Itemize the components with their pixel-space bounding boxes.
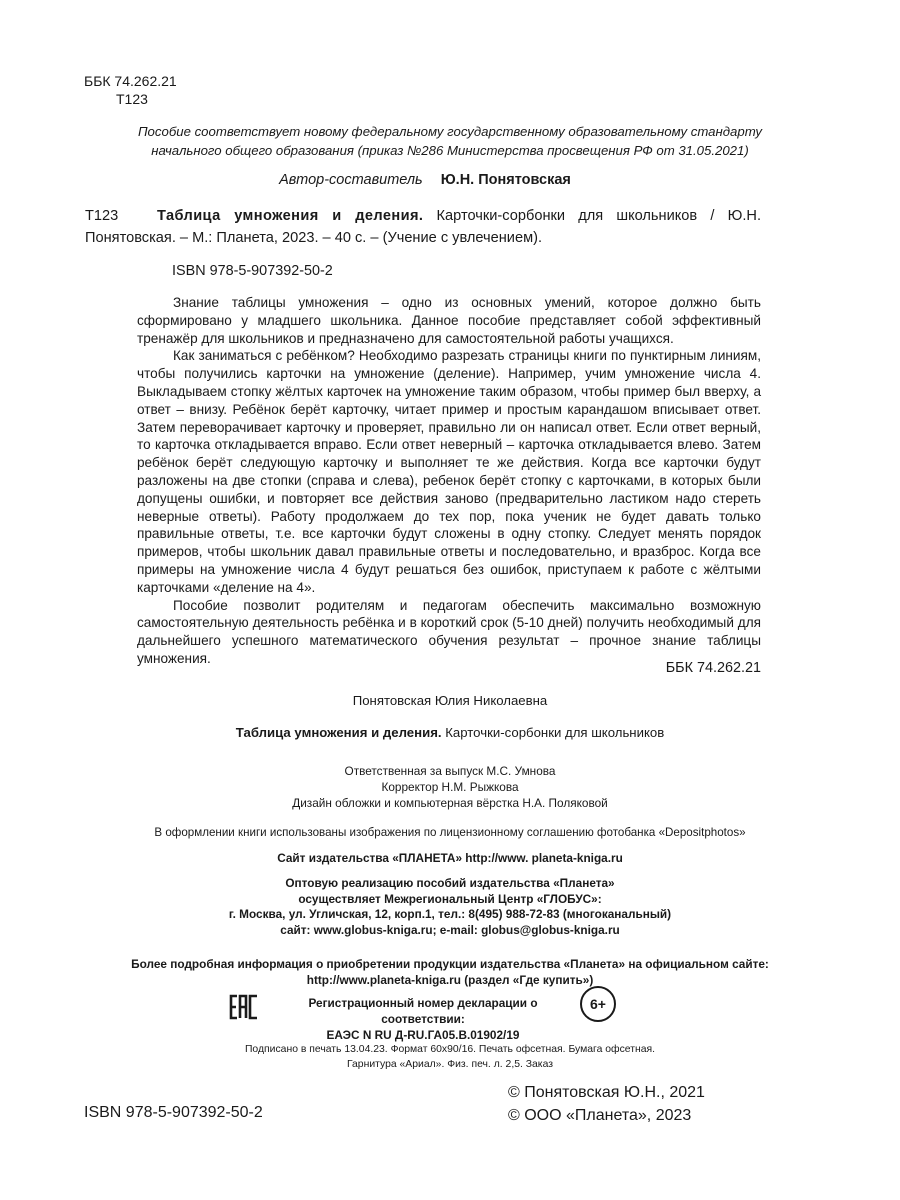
- book-title-bold: Таблица умножения и деления.: [235, 725, 442, 740]
- book-title: Таблица умножения и деления.: [157, 208, 424, 224]
- print-info-line: Подписано в печать 13.04.23. Формат 60х90/16. Печать офсетная. Бумага офсетная.: [244, 1044, 656, 1055]
- publisher-site: Сайт издательства «ПЛАНЕТА» http://www. planeta-kniga.ru: [277, 851, 623, 865]
- age-rating-badge: 6+: [580, 986, 616, 1022]
- staff-line: Корректор Н.М. Рыжкова: [381, 780, 519, 794]
- author-mark-code: Т123: [85, 208, 119, 224]
- print-info-line: Гарнитура «Ариал». Физ. печ. л. 2,5. Заказ: [346, 1059, 554, 1070]
- copyright-block: [508, 1081, 705, 1127]
- book-subtitle: Карточки-сорбонки для школьников: [445, 725, 665, 740]
- bbk-code: ББК 74.262.21: [84, 73, 177, 89]
- purchase-info: [0, 956, 900, 988]
- eac-mark-icon: [229, 994, 259, 1020]
- abstract-paragraph: Пособие позволит родителям и педагогам обеспечить максимально возможную самостоятельную деятельность ребёнка и в короткий срок (5-10 дней) получить необходимый для дальнейшего успешного математического обучения результат – прочное знание таблицы умножения.: [137, 597, 761, 666]
- staff-line: Ответственная за выпуск М.С. Умнова: [344, 764, 556, 778]
- copyright-line: © ООО «Планета», 2023: [508, 1107, 692, 1124]
- abstract-paragraph: Знание таблицы умножения – одно из основных умений, которое должно быть сформировано у младшего школьника. Данное пособие представляет собой эффективный тренажёр для школьников и предназначено для самостоятельной работы учащихся.: [137, 295, 761, 346]
- compiler-name: Ю.Н. Понятовская: [440, 172, 571, 188]
- bibliographic-details: Карточки-сорбонки для школьников / Ю.Н. Понятовская. – М.: Планета, 2023. – 40 с. – (Учение с увлечением).: [85, 208, 761, 246]
- bbk-code-right: ББК 74.262.21: [665, 660, 761, 676]
- author-mark: Т123: [116, 91, 148, 107]
- depositphotos-note: В оформлении книги использованы изображения по лицензионному соглашению фотобанка «Depositphotos»: [154, 826, 746, 839]
- print-info: [0, 1042, 900, 1072]
- bibliographic-record: [85, 205, 761, 249]
- fgos-note: [60, 122, 840, 160]
- registration-declaration: [270, 995, 576, 1043]
- distributor-line: сайт: www.globus-kniga.ru; e-mail: globus@globus-kniga.ru: [280, 922, 620, 937]
- abstract: [137, 294, 761, 668]
- compiler-line: [0, 172, 850, 188]
- distributor-info: [0, 876, 900, 938]
- fgos-note-line: Пособие соответствует новому федеральному государственному образовательному стандарту: [138, 124, 762, 139]
- fgos-note-line: начального общего образования (приказ №286 Министерства просвещения РФ от 31.05.2021): [151, 143, 749, 158]
- purchase-info-line: Более подробная информация о приобретении продукции издательства «Планета» на официальном сайте:: [131, 957, 769, 971]
- distributor-line: Оптовую реализацию пособий издательства «Планета»: [285, 876, 615, 890]
- abstract-paragraph: Как заниматься с ребёнком? Необходимо разрезать страницы книги по пунктирным линиям, чтобы получились карточки на умножение (деление). Например, учим умножение числа 4. Выкладываем стопку жёлтых карточек на умножение таким образом, чтобы пример был вверху, а ответ – внизу. Ребёнок берёт карточку, читает пример и простым карандашом вписывает ответ. Затем переворачивает карточку и проверяет, правильно ли он написал ответ. Если ответ верный, то карточка откладывается вправо. Если ответ неверный – карточка откладывается влево. Затем ребёнок берёт следующую карточку и выполняет те же действия. Когда все карточки будут разложены на две стопки (справа и слева), ребенок берёт стопку с карточками, в которых были допущены ошибки, и повторяет все действия заново (предварительно ластиком надо стереть неверные ответы). Работу продолжаем до тех пор, пока ученик не будет давать только правильные ответы, т.е. все карточки будут сложены в одну стопку. Следует менять порядок примеров, чтобы школьник давал правильные ответы и последовательно, и вразброс. Когда все примеры на умножение числа 4 будут решаться без ошибок, приступаем к работе с жёлтыми карточками «деление на 4».: [137, 348, 761, 595]
- bbk-header: [84, 72, 177, 108]
- staff-list: [0, 763, 900, 811]
- copyright-line: © Понятовская Ю.Н., 2021: [508, 1084, 705, 1101]
- staff-line: Дизайн обложки и компьютерная вёрстка Н.А. Поляковой: [292, 796, 608, 810]
- author-full-name: Понятовская Юлия Николаевна: [352, 693, 548, 708]
- distributor-line: осуществляет Межрегиональный Центр «ГЛОБУС»:: [298, 891, 602, 906]
- distributor-line: г. Москва, ул. Угличская, 12, корп.1, тел.: 8(495) 988-72-83 (многоканальный): [228, 907, 672, 922]
- purchase-info-line: http://www.planeta-kniga.ru (раздел «Где купить»): [306, 973, 594, 987]
- compiler-role: Автор-составитель: [279, 172, 423, 188]
- book-title-imprint: [0, 725, 900, 740]
- isbn-bottom: ISBN 978-5-907392-50-2: [84, 1104, 263, 1121]
- registration-number: ЕАЭС N RU Д-RU.ГА05.В.01902/19: [326, 1028, 520, 1042]
- isbn-main: ISBN 978-5-907392-50-2: [172, 263, 333, 279]
- registration-label: Регистрационный номер декларации о соответствии:: [308, 996, 538, 1026]
